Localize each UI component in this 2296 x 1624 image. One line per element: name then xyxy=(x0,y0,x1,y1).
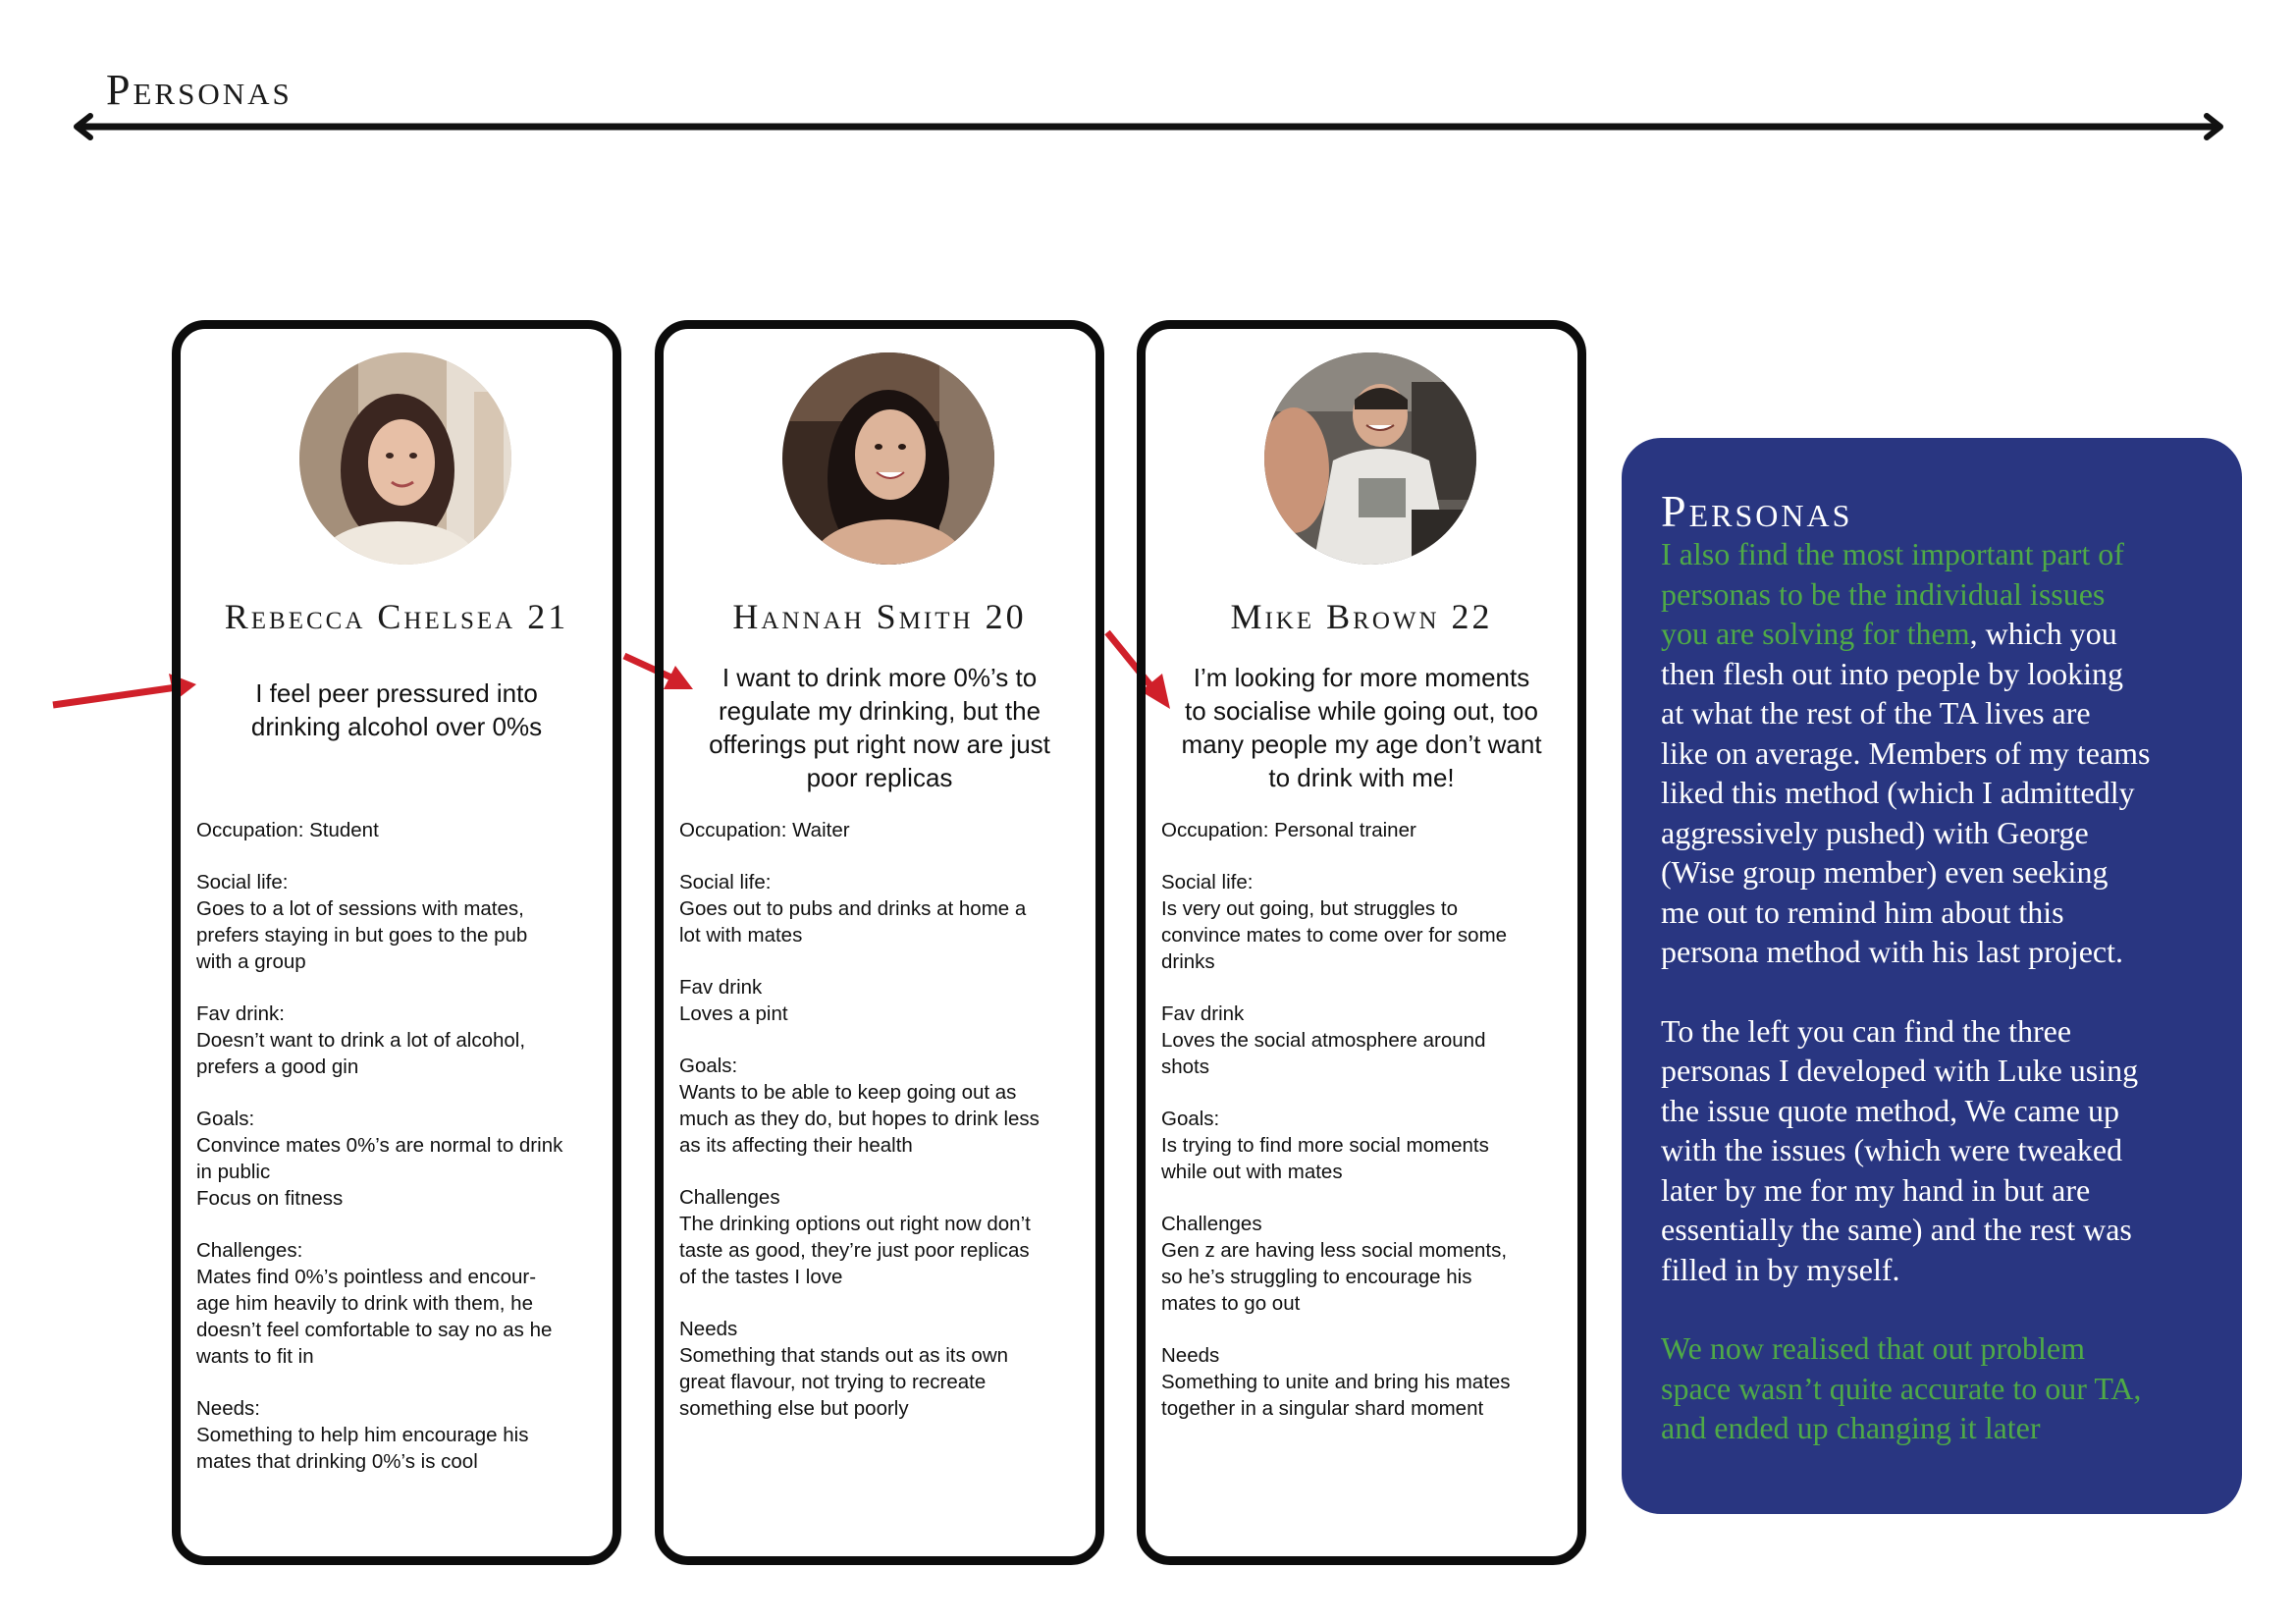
persona-details xyxy=(1161,817,1568,1447)
persona-card-mike xyxy=(1137,320,1586,1565)
persona-quote: I’m looking for more moments to socialise while going out, too many people my age don’t want to drink with me! xyxy=(1181,663,1542,792)
detail-section: Social life: Goes out to pubs and drinks at home a lot with mates xyxy=(679,871,1027,947)
detail-section: Goals: Convince mates 0%’s are normal to drink in public Focus on fitness xyxy=(196,1108,563,1210)
persona-quote: I want to drink more 0%’s to regulate my drinking, but the offerings put right now are just poor replicas xyxy=(709,663,1050,792)
mixed-line: you are solving for them, which you xyxy=(1661,616,2117,651)
detail-section: Fav drink Loves a pint xyxy=(679,976,788,1025)
page-title: Personas xyxy=(106,66,293,114)
persona-name: Hannah Smith 20 xyxy=(732,597,1027,636)
detail-section: Goals: Wants to be able to keep going out as much as they do, but hopes to drink less as its affecting their health xyxy=(679,1055,1040,1157)
info-panel xyxy=(1622,438,2242,1514)
detail-section: Challenges The drinking options out right now don’t taste as good, they’re just poor replicas of the tastes I love xyxy=(679,1186,1031,1288)
persona-quote: I feel peer pressured into drinking alcohol over 0%s xyxy=(250,678,543,741)
detail-section: Fav drink Loves the social atmosphere around shots xyxy=(1161,1002,1486,1078)
avatar-photo xyxy=(1264,352,1476,565)
detail-section: Social life: Is very out going, but struggles to convince mates to come over for some drinks xyxy=(1161,871,1508,973)
detail-section: Occupation: Student xyxy=(196,819,379,841)
persona-details xyxy=(679,817,1086,1447)
detail-section: Goals: Is trying to find more social moments while out with mates xyxy=(1161,1108,1489,1183)
info-body: I also find the most important part of personas to be the individual issues you are solving for them, which you then flesh out into people by looking at what the rest of the TA lives are like on average. Members of my teams liked this method (which I admittedly aggressively pushed) with George (Wise group member) even seeking me out to remind him about this persona method with his last project. To the left you can find the three personas I developed with Luke using the issue quote method, We came up with the issues (which were tweaked later by me for my hand in but are essentially the same) and the rest was filled in by myself. We now realised that out problem space wasn’t quite accurate to our TA, and ended up changing it later xyxy=(1661,534,2230,1448)
detail-section: Needs: Something to help him encourage his mates that drinking 0%’s is cool xyxy=(196,1397,529,1473)
detail-section: Social life: Goes to a lot of sessions with mates, prefers staying in but goes to the pub with a group xyxy=(196,871,528,973)
detail-section: Challenges: Mates find 0%’s pointless and encour- age him heavily to drink with them, he doesn’t feel comfortable to say no as he wants to fit in xyxy=(196,1239,553,1368)
avatar-photo xyxy=(299,352,511,565)
detail-section: Needs Something that stands out as its own great flavour, not trying to recreate something else but poorly xyxy=(679,1318,1009,1420)
info-heading: Personas xyxy=(1661,486,1853,536)
detail-section: Fav drink: Doesn’t want to drink a lot of alcohol, prefers a good gin xyxy=(196,1002,526,1078)
detail-section: Needs Something to unite and bring his mates together in a singular shard moment xyxy=(1161,1344,1511,1420)
persona-details xyxy=(196,817,603,1500)
detail-section: Challenges Gen z are having less social moments, so he’s struggling to encourage his mates to go out xyxy=(1161,1213,1508,1315)
double-headed-arrow-rule xyxy=(69,110,2228,149)
persona-card-hannah xyxy=(655,320,1104,1565)
avatar-photo xyxy=(782,352,994,565)
persona-name: Rebecca Chelsea 21 xyxy=(224,597,569,636)
detail-section: Occupation: Waiter xyxy=(679,819,850,841)
detail-section: Occupation: Personal trainer xyxy=(1161,819,1416,841)
persona-card-rebecca xyxy=(172,320,621,1565)
persona-name: Mike Brown 22 xyxy=(1230,597,1493,636)
